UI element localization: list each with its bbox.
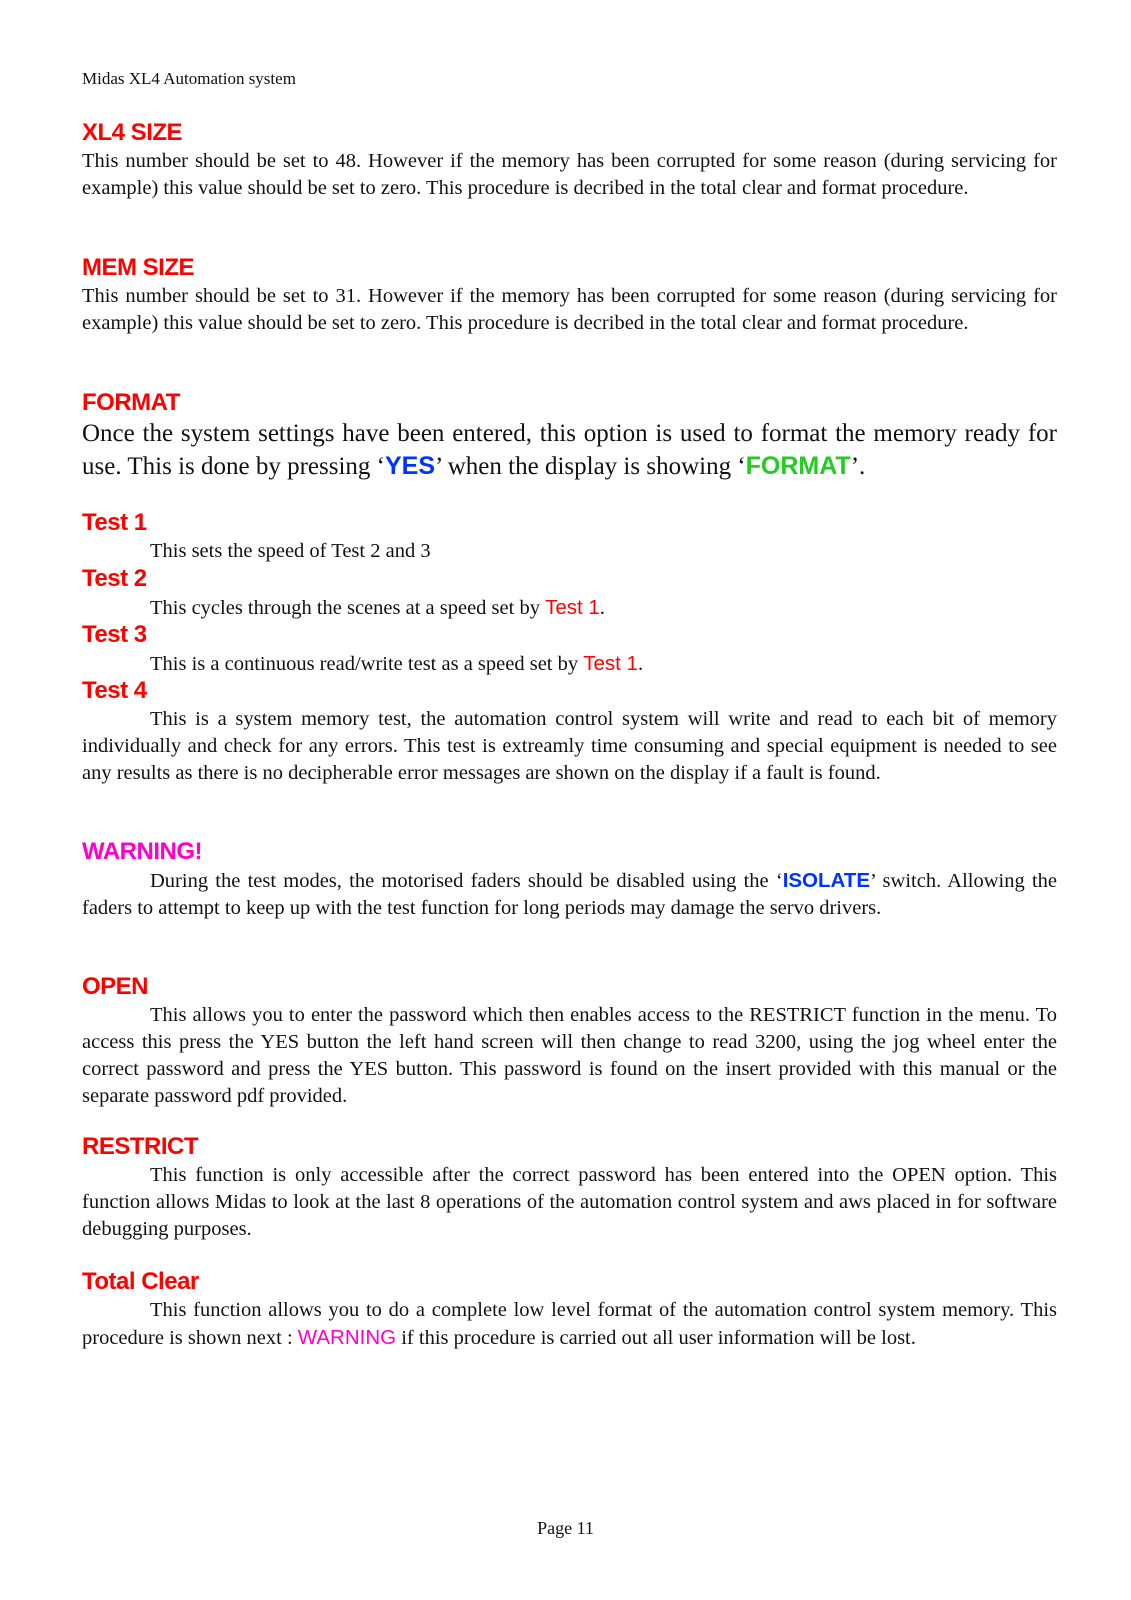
format-text-end: ’.	[850, 453, 866, 480]
paragraph-format	[82, 418, 1057, 483]
heading-test-3: Test 3	[82, 621, 147, 648]
section-format	[82, 388, 1057, 483]
section-test-2	[82, 564, 1057, 622]
test-2-ref: Test 1	[545, 596, 600, 619]
heading-restrict: RESTRICT	[82, 1133, 198, 1160]
paragraph-total-clear	[82, 1297, 1057, 1352]
section-restrict	[82, 1132, 1057, 1243]
heading-mem-size: MEM SIZE	[82, 254, 195, 281]
isolate-keyword: ISOLATE	[782, 869, 871, 892]
paragraph-test-1: This sets the speed of Test 2 and 3	[150, 540, 431, 562]
heading-test-4: Test 4	[82, 677, 147, 704]
test-3-text: This is a continuous read/write test as a speed set by	[150, 653, 584, 675]
heading-test-2: Test 2	[82, 565, 147, 592]
warning-text-start: During the test modes, the motorised faders should be disabled using the ‘	[150, 870, 783, 892]
paragraph-test-2	[82, 594, 1057, 622]
format-text-mid: ’ when the display is showing ‘	[435, 453, 746, 480]
heading-open: OPEN	[82, 973, 149, 1000]
total-clear-text-start: This function allows you to do a complete low level format of the automation control system memory. This procedure is shown next :	[82, 1299, 1057, 1349]
section-warning	[82, 837, 1057, 922]
heading-format: FORMAT	[82, 389, 180, 416]
page-number: Page 11	[537, 1518, 594, 1538]
format-keyword: FORMAT	[745, 452, 851, 480]
total-clear-warning: WARNING	[297, 1326, 397, 1349]
section-total-clear	[82, 1267, 1057, 1352]
paragraph-open: This allows you to enter the password which then enables access to the RESTRICT function in the menu. To access this press the YES button the left hand screen will then change to read 3200, using the jog wheel enter the correct password and press the YES button. This password is found on the insert provided with this manual or the separate password pdf provided.	[82, 1004, 1057, 1107]
section-test-3	[82, 620, 1057, 678]
test-3-end: .	[637, 653, 644, 675]
paragraph-test-3	[82, 650, 1057, 678]
paragraph-restrict: This function is only accessible after the correct password has been entered into the OPEN option. This function allows Midas to look at the last 8 operations of the automation control system and aws placed in for software debugging purposes.	[82, 1164, 1057, 1240]
section-open	[82, 972, 1057, 1110]
heading-test-1: Test 1	[82, 509, 147, 536]
yes-keyword: YES	[385, 452, 436, 480]
paragraph-xl4-size: This number should be set to 48. However if the memory has been corrupted for some reason (during servicing for example) this value should be set to zero. This procedure is decribed in the total clear and format procedure.	[82, 150, 1057, 199]
heading-total-clear: Total Clear	[82, 1268, 199, 1295]
heading-warning: WARNING!	[82, 838, 202, 865]
paragraph-warning	[82, 867, 1057, 922]
warning-text-end: ’ switch. Allowing the faders to attempt to keep up with the test function for long periods may damage the servo drivers.	[82, 870, 1058, 919]
total-clear-text-end: if this procedure is carried out all user information will be lost.	[396, 1327, 916, 1349]
running-header: Midas XL4 Automation system	[82, 69, 296, 88]
section-test-4	[82, 676, 1057, 787]
section-xl4-size	[82, 118, 1057, 202]
test-2-end: .	[599, 597, 605, 619]
format-text-start: Once the system settings have been entered, this option is used to format the memory ready for use. This is done by pressing ‘	[82, 420, 1057, 480]
section-mem-size	[82, 253, 1057, 337]
paragraph-mem-size: This number should be set to 31. However if the memory has been corrupted for some reason (during servicing for example) this value should be set to zero. This procedure is decribed in the total clear and format procedure.	[82, 285, 1057, 334]
section-test-1	[82, 508, 1057, 565]
paragraph-test-4: This is a system memory test, the automation control system will write and read to each bit of memory individually and check for any errors. This test is extreamly time consuming and special equipment is needed to see any results as there is no decipherable error messages are shown on the display if a fault is found.	[82, 708, 1057, 784]
heading-xl4-size: XL4 SIZE	[82, 119, 183, 146]
test-2-text: This cycles through the scenes at a speed set by	[150, 597, 546, 619]
test-3-ref: Test 1	[583, 652, 638, 675]
